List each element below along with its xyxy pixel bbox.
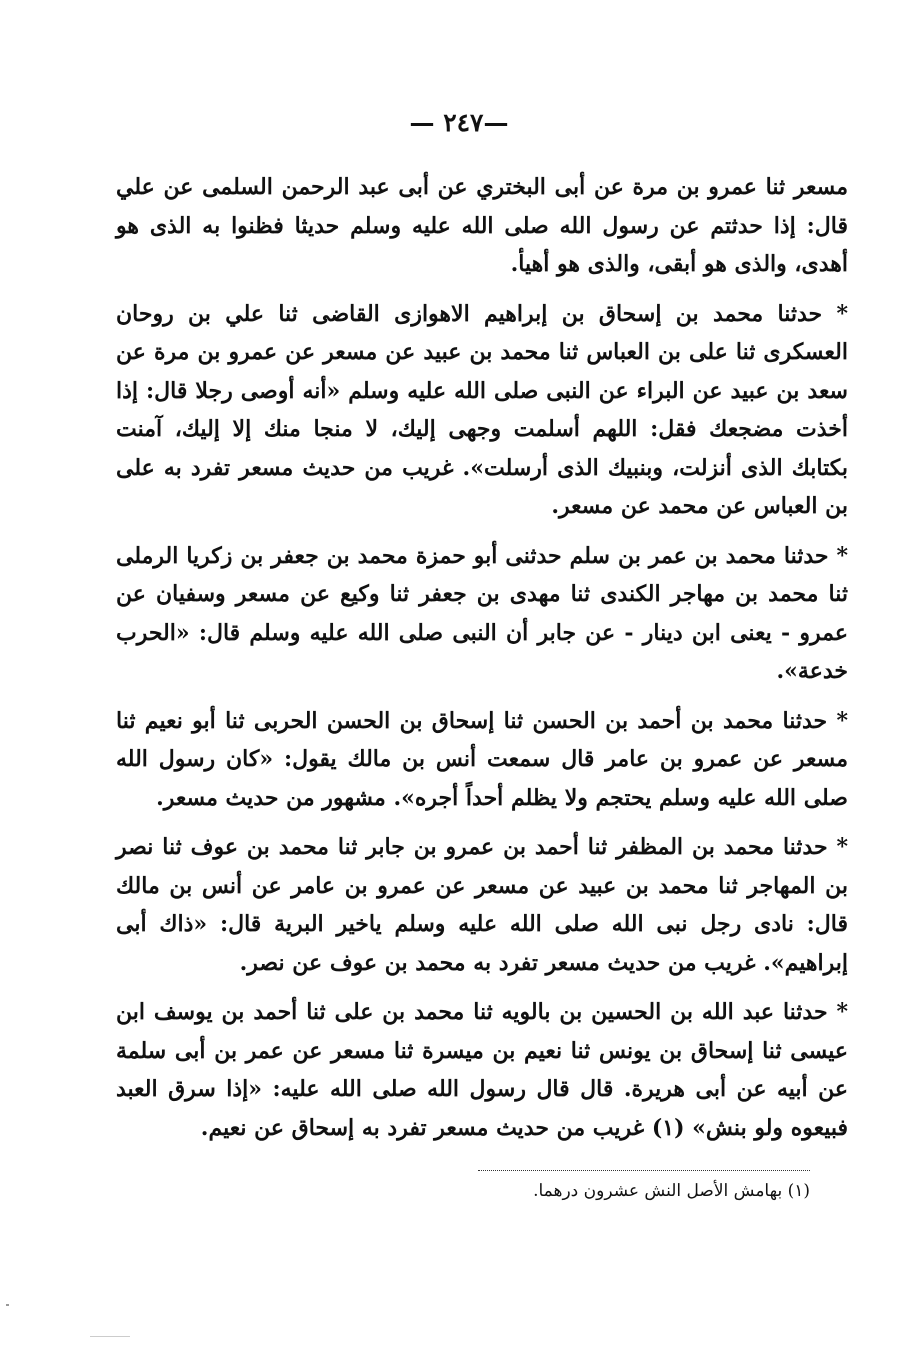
scan-speck — [90, 1336, 130, 1337]
footnote-divider — [478, 1170, 810, 1171]
footnote: (١) بهامش الأصل النش عشرون درهما. — [533, 1181, 810, 1201]
paragraph: * حدثنا محمد بن إسحاق بن إبراهيم الاهوازى القاضى ثنا علي بن روحان العسكرى ثنا على بن العباس ثنا محمد بن عبيد عن مسعر عن عمرو بن مرة عن سعد بن عبيد عن البراء عن النبى صلى الله عليه وسلم «أنه أوصى رجلا قال: إذا أخذت مضجعك فقل: اللهم أسلمت وجهى إليك، لا منجا منك إلا إليك، آمنت بكتابك الذى أنزلت، وبنبيك الذى أرسلت». غريب من حديث مسعر تفرد به على بن العباس عن محمد عن مسعر. — [116, 300, 848, 519]
paragraph: * حدثنا محمد بن المظفر ثنا أحمد بن عمرو بن جابر ثنا محمد بن عوف ثنا نصر بن المهاجر ثنا محمد بن عبيد عن مسعر عن عمرو بن عامر عن أنس بن مالك قال: نادى رجل نبى الله صلى الله عليه وسلم ياخير البرية قال: «ذاك أبى إبراهيم». غريب من حديث مسعر تفرد به محمد بن عوف عن نصر. — [116, 834, 848, 976]
paragraph: * حدثنا محمد بن عمر بن سلم حدثنى أبو حمزة محمد بن جعفر بن زكريا الرملى ثنا محمد بن مهاجر الكندى ثنا مهدى بن جعفر ثنا وكيع عن مسعر وسفيان عن عمرو - يعنى ابن دينار - عن جابر أن النبى صلى الله عليه وسلم قال: «الحرب خدعة». — [116, 542, 848, 684]
paragraph: * حدثنا محمد بن أحمد بن الحسن ثنا إسحاق بن الحسن الحربى ثنا أبو نعيم ثنا مسعر عن عمرو بن عامر قال سمعت أنس بن مالك يقول: «كان رسول الله صلى الله عليه وسلم يحتجم ولا يظلم أحداً أجره». مشهور من حديث مسعر. — [116, 707, 848, 811]
scan-speck — [6, 1304, 9, 1306]
paragraph: مسعر ثنا عمرو بن مرة عن أبى البختري عن أبى عبد الرحمن السلمى عن علي قال: إذا حدثتم عن رسول الله صلى الله عليه وسلم حديثا فظنوا به الذى هو أهدى، والذى هو أبقى، والذى هو أهيأ. — [116, 174, 848, 277]
page-number: —٢٤٧ — — [409, 108, 509, 137]
paragraph: * حدثنا عبد الله بن الحسين بن بالويه ثنا محمد بن على ثنا أحمد بن يوسف ابن عيسى ثنا إسحاق بن يونس ثنا نعيم بن ميسرة ثنا مسعر عن عمر بن أبى سلمة عن أبيه عن أبى هريرة. قال قال رسول الله صلى الله عليه: «إذا سرق العبد فبيعوه ولو بنش» (١) غريب من حديث مسعر تفرد به إسحاق عن نعيم. — [116, 999, 848, 1141]
body-text — [116, 168, 848, 1158]
